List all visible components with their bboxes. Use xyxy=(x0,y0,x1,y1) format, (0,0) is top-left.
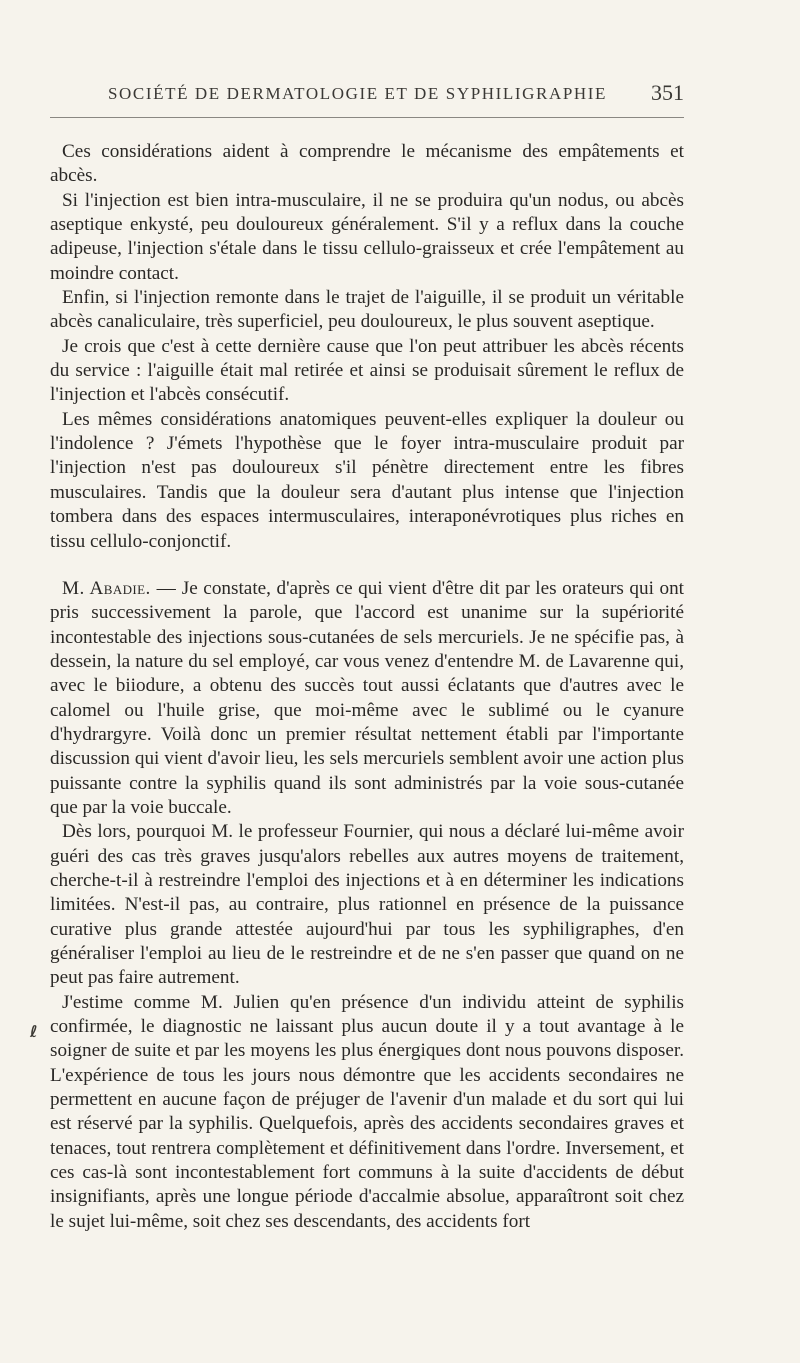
paragraph: Dès lors, pourquoi M. le professeur Fournier, qui nous a déclaré lui-même avoir guéri des cas très graves jusqu'alors rebelles aux autres moyens de traitement, cherche-t-il à restreindre l'emploi des injections et à en déterminer les indications limitées. N'est-il pas, au contraire, plus rationnel en présence de la puissance curative plus grande attestée aujourd'hui par tous les syphiligraphes, d'en généraliser l'emploi au lieu de le restreindre et de ne s'en passer que quand on ne peut pas faire autrement. xyxy=(50,821,684,989)
running-head xyxy=(80,80,684,108)
paragraph: Si l'injection est bien intra-musculaire, il ne se produira qu'un nodus, ou abcès aseptique enkysté, peu douloureux généralement. S'il y a reflux dans la couche adipeuse, l'injection s'étale dans le tissu cellulo-graisseux et crée l'empâtement au moindre contact. xyxy=(50,189,684,284)
running-title: SOCIÉTÉ DE DERMATOLOGIE ET DE SYPHILIGRAPHIE xyxy=(108,84,608,103)
paragraph: Je crois que c'est à cette dernière cause que l'on peut attribuer les abcès récents du service : l'aiguille était mal retirée et ainsi se produisait sûrement le reflux de l'injection et l'abcès consécutif. xyxy=(50,335,684,406)
speaker-paragraph xyxy=(50,577,684,820)
speaker-text: Je constate, d'après ce qui vient d'être dit par les orateurs qui ont pris successivement la parole, que l'accord est unanime sur la supériorité incontestable des injections sous-cutanées de sels mercuriels. Je ne spécifie pas, à dessein, la nature du sel employé, car vous venez d'entendre M. de Lavarenne qui, avec le biiodure, a obtenu des succès tout aussi éclatants que d'autres avec le calomel ou l'huile grise, que moi-même avec le sublimé ou le cyanure d'hydrargyre. Voilà donc un premier résultat nettement établi par l'importante discussion qui vient d'avoir lieu, les sels mercuriels semblent avoir une action plus puissante contre la syphilis quand ils sont administrés par la voie sous-cutanée que par la voie buccale. xyxy=(50,577,684,818)
paragraph: J'estime comme M. Julien qu'en présence d'un individu atteint de syphilis confirmée, le diagnostic ne laissant plus aucun doute il y a tout avantage à le soigner de suite et par les moyens les plus énergiques dont nous pouvons disposer. L'expérience de tous les jours nous démontre que les accidents secondaires ne permettent en aucune façon de préjuger de l'avenir d'un malade et du sort qui lui est réservé par la syphilis. Quelquefois, après des accidents secondaires graves et tenaces, tout rentrera complètement et définitivement dans l'ordre. Inversement, et ces cas-là sont incontestablement fort communs à la suite d'accidents de début insignifiants, après une longue période d'accalmie absolue, apparaîtront soit chez le sujet lui-même, soit chez ses descendants, des accidents fort xyxy=(50,991,684,1232)
margin-mark: ℓ xyxy=(30,1022,38,1041)
paragraph: Enfin, si l'injection remonte dans le trajet de l'aiguille, il se produit un véritable abcès canaliculaire, très superficiel, peu douloureux, le plus souvent aseptique. xyxy=(50,287,684,333)
paragraph: Ces considérations aident à comprendre le mécanisme des empâtements et abcès. xyxy=(50,141,684,187)
body-text xyxy=(50,140,684,1234)
speaker-name: M. Abadie. — xyxy=(62,577,177,599)
page-number: 351 xyxy=(651,80,684,105)
paragraph: Les mêmes considérations anatomiques peuvent-elles expliquer la douleur ou l'indolence ? J'émets l'hypothèse que le foyer intra-musculaire produit par l'injection n'est pas douloureux s'il pénètre directement entre les fibres musculaires. Tandis que la douleur sera d'autant plus intense que l'injection tombera dans des espaces intermusculaires, interaponévrotiques plus riches en tissu cellulo-conjonctif. xyxy=(50,408,684,552)
header-rule xyxy=(50,117,684,118)
